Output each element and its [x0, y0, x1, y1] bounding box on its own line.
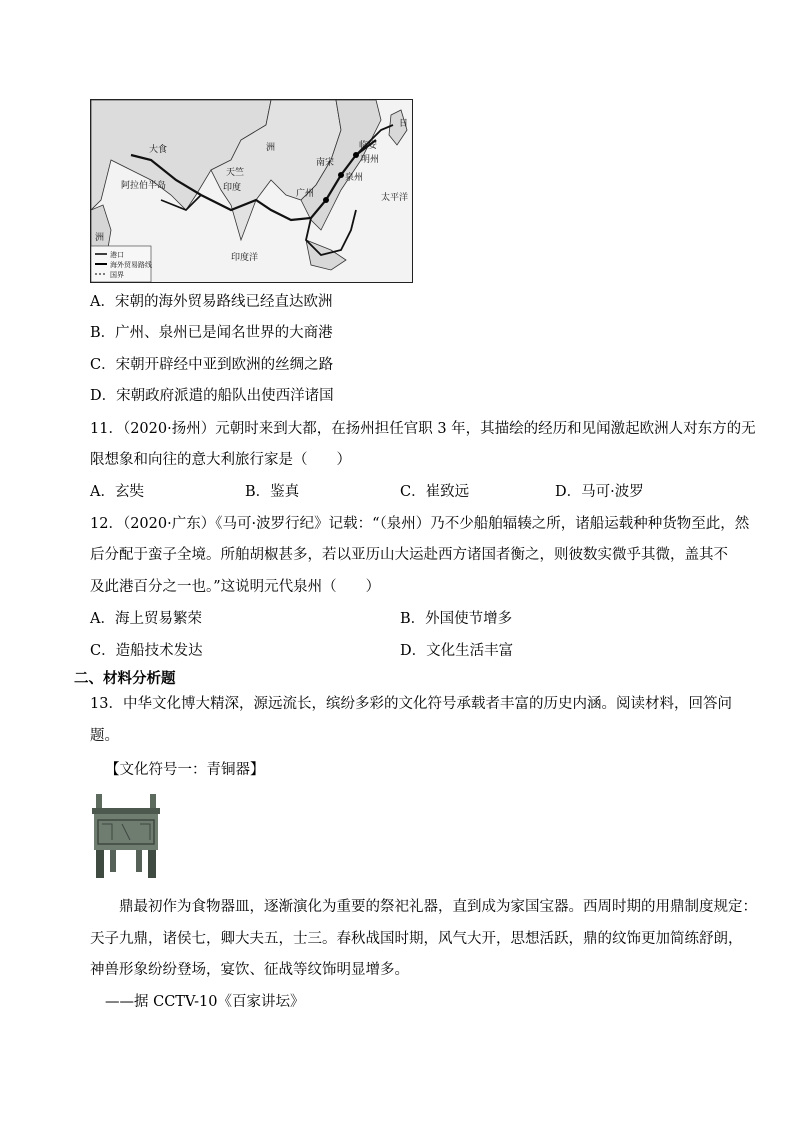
map-label-nansong: 南宋: [316, 158, 335, 168]
map-label-india: 印度: [223, 183, 242, 193]
q11-option-a: A．玄奘: [90, 484, 144, 500]
map-port-marker: [323, 197, 329, 203]
map-label-tianzhu: 天竺: [226, 168, 245, 178]
q12-option-d: D．文化生活丰富: [400, 643, 514, 659]
ding-leg: [96, 850, 104, 878]
map-port-marker: [338, 172, 344, 178]
map-label-feizhou: 洲: [95, 233, 105, 243]
map-port-marker: [353, 152, 359, 158]
map-label-arabia: 阿拉伯半岛: [121, 181, 167, 191]
q11-option-c: C．崔致远: [400, 484, 470, 500]
q11-stem-line1: 11．（2020·扬州）元朝时来到大都，在扬州担任官职 3 年，其描绘的经历和见闻激起欧洲人对东方的无: [90, 421, 756, 437]
map-label-indian-ocean: 印度洋: [231, 253, 259, 263]
q13-material-line1: 鼎最初作为食物器皿，逐渐演化为重要的祭祀礼器，直到成为家国宝器。西周时期的用鼎制度规定：: [119, 899, 757, 915]
map-label-linan: 临安: [359, 141, 378, 151]
bronze-ding-image: [88, 790, 164, 880]
ding-ear-left: [96, 794, 102, 810]
map-label-riben: 日: [399, 119, 409, 129]
q12-option-a: A．海上贸易繁荣: [90, 611, 202, 627]
q11-option-b: B．鉴真: [245, 484, 300, 500]
section-heading: 二、材料分析题: [74, 670, 176, 687]
q10-option-a: A．宋朝的海外贸易路线已经直达欧洲: [90, 294, 333, 310]
q11-option-d: D．马可·波罗: [555, 484, 644, 500]
song-trade-route-map: [90, 99, 413, 283]
q12-stem-line3: 及此港百分之一也。”这说明元代泉州（ ）: [90, 579, 381, 595]
q10-option-b: B．广州、泉州已是闻名世界的大商港: [90, 325, 333, 341]
map-label-quanzhou: 泉州: [345, 173, 364, 183]
q12-stem-line2: 后分配于蛮子全境。所舶胡椒甚多，若以亚历山大运赴西方诸国者衡之，则彼数实微乎其微，盖其不: [90, 547, 728, 563]
ding-rim: [92, 808, 160, 814]
map-label-dashi: 大食: [149, 145, 168, 155]
q12-option-c: C．造船技术发达: [90, 643, 203, 659]
q13-stem-line2: 题。: [90, 728, 119, 744]
q13-material-line3: 神兽形象纷纷登场，宴饮、征战等纹饰明显增多。: [90, 962, 409, 978]
q13-stem-line1: 13．中华文化博大精深，源远流长，缤纷多彩的文化符号承载者丰富的历史内涵。阅读材料，回答问: [90, 696, 732, 712]
ding-ear-right: [150, 794, 156, 810]
map-label-yazhou: 洲: [266, 143, 276, 153]
ding-leg: [110, 850, 116, 872]
q13-source: ——据 CCTV-10《百家讲坛》: [105, 994, 305, 1010]
map-label-guangzhou: 广州: [296, 189, 315, 199]
ding-leg: [136, 850, 142, 872]
q10-option-d: D．宋朝政府派遣的船队出使西洋诸国: [90, 388, 334, 404]
map-svg: [91, 100, 412, 282]
q11-stem-line2: 限想象和向往的意大利旅行家是（ ）: [90, 452, 351, 468]
q10-option-c: C．宋朝开辟经中亚到欧洲的丝绸之路: [90, 357, 334, 373]
q12-stem-line1: 12．（2020·广东）《马可·波罗行纪》记载：“（泉州）乃不少船舶辐辏之所，诸船运载种种货物至此，然: [90, 516, 750, 532]
q12-option-b: B．外国使节增多: [400, 611, 513, 627]
map-land-islands: [306, 240, 346, 270]
bronze-ding-svg: [88, 790, 164, 880]
map-legend-border: 国界: [110, 271, 124, 279]
map-legend-route: 海外贸易路线: [110, 261, 152, 269]
ding-leg: [148, 850, 156, 878]
map-label-mingzhou: 明州: [361, 155, 380, 165]
map-legend-port: 港口: [110, 251, 124, 259]
q13-material-line2: 天子九鼎，诸侯七，卿大夫五，士三。春秋战国时期，风气大开，思想活跃，鼎的纹饰更加简练舒朗，: [90, 931, 743, 947]
q13-symbol-title: 【文化符号一：青铜器】: [105, 762, 265, 778]
map-label-taipingyang: 太平洋: [381, 193, 409, 203]
